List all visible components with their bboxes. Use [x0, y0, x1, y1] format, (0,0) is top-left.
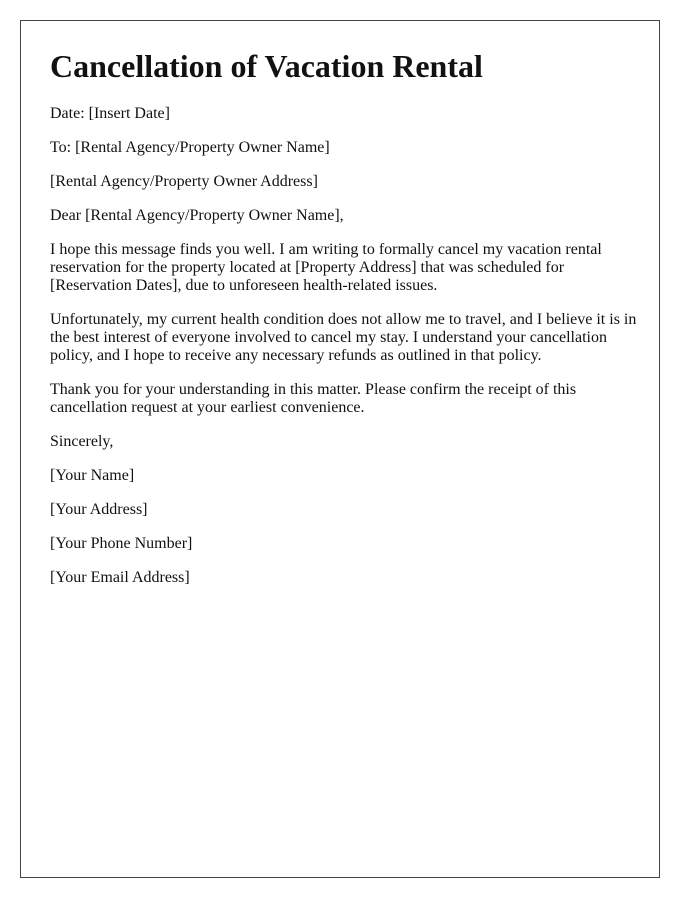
- salutation: Dear [Rental Agency/Property Owner Name],: [50, 207, 344, 225]
- body-paragraph: Thank you for your understanding in this matter. Please confirm the receipt of this cancellation request at your earliest convenience.: [50, 381, 577, 417]
- body-paragraph: Unfortunately, my current health condition does not allow me to travel, and I believe it is in the best interest of everyone involved to cancel my stay. I understand your cancellation policy, and I hope to receive any necessary refunds as outlined in that policy.: [50, 311, 637, 365]
- letter-title: Cancellation of Vacation Rental: [50, 48, 483, 84]
- letter-content: [50, 47, 640, 603]
- closing: Sincerely,: [50, 433, 114, 451]
- date-line: Date: [Insert Date]: [50, 105, 170, 123]
- recipient-line: To: [Rental Agency/Property Owner Name]: [50, 139, 330, 157]
- signature-address: [Your Address]: [50, 501, 148, 519]
- body-paragraph: I hope this message finds you well. I am writing to formally cancel my vacation rental reservation for the property located at [Property Address] that was scheduled for [Reservation Dates], due to unforeseen health-related issues.: [50, 241, 602, 295]
- signature-phone: [Your Phone Number]: [50, 535, 193, 553]
- letter-page: [20, 20, 660, 878]
- recipient-address: [Rental Agency/Property Owner Address]: [50, 173, 318, 191]
- signature-email: [Your Email Address]: [50, 569, 190, 587]
- signature-name: [Your Name]: [50, 467, 135, 485]
